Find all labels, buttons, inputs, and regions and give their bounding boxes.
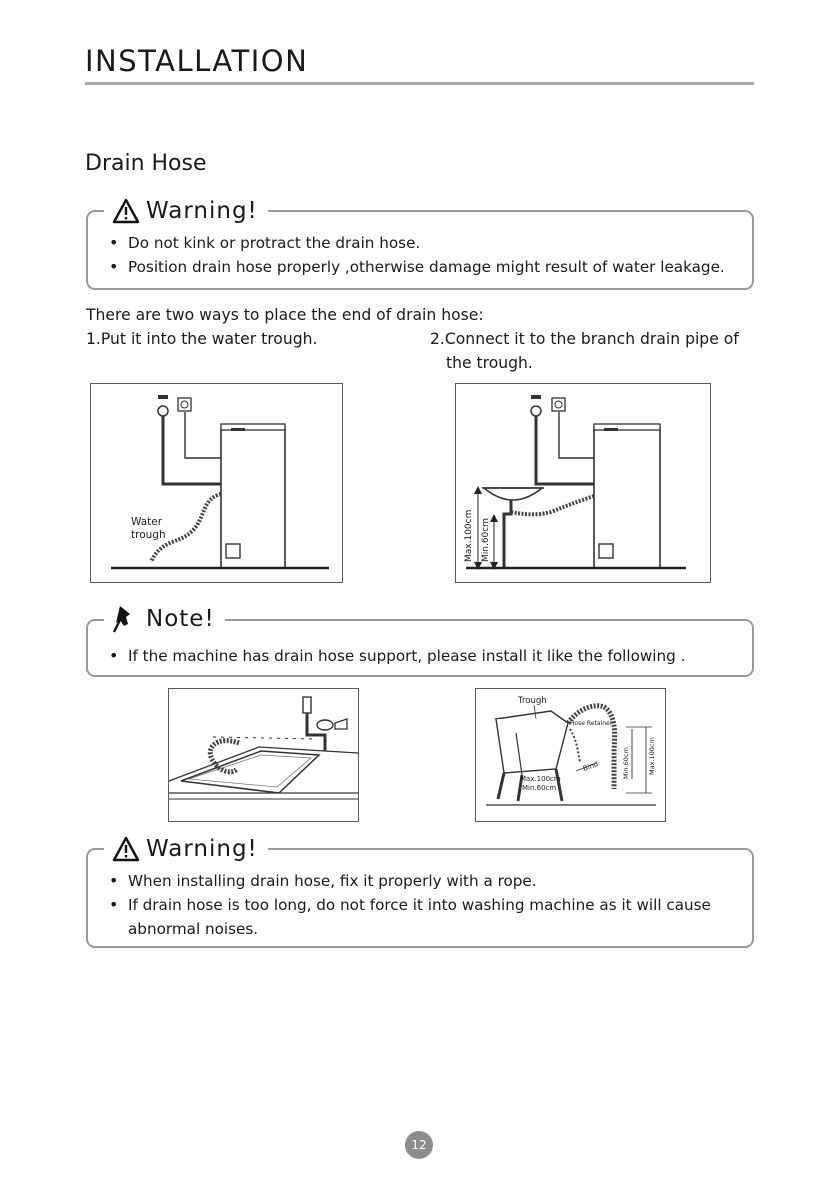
note-header xyxy=(104,603,225,635)
warning-triangle-icon xyxy=(112,836,140,862)
intro-text: There are two ways to place the end of drain hose: xyxy=(86,306,484,324)
figure-1-illustration xyxy=(91,384,342,582)
min-height-left-label: Min.60cm xyxy=(522,784,557,792)
option-1: 1.Put it into the water trough. xyxy=(86,330,318,348)
warning-header-2 xyxy=(104,833,268,865)
page-number: 12 xyxy=(405,1131,433,1159)
figure-4-illustration xyxy=(476,689,665,821)
option-2-line-1: 2.Connect it to the branch drain pipe of xyxy=(430,330,739,348)
figure-sink-hose xyxy=(168,688,359,822)
min-height-right-label: Min.60cm xyxy=(622,747,630,779)
warning-header-1 xyxy=(104,195,268,227)
title-divider xyxy=(85,82,754,85)
warning2-item-1: • When installing drain hose, fix it properly with a rope. xyxy=(106,869,711,893)
note-item-1: • If the machine has drain hose support, please install it like the following . xyxy=(106,644,685,668)
figure-branch-drain xyxy=(455,383,711,583)
figure-hose-retainer xyxy=(475,688,666,822)
section-heading: Drain Hose xyxy=(85,151,207,176)
figure-water-trough xyxy=(90,383,343,583)
max-height-right-label: Max.100cm xyxy=(648,737,656,775)
note-title: Note! xyxy=(146,606,215,632)
figure-3-illustration xyxy=(169,689,358,821)
water-trough-label-2: trough xyxy=(131,529,166,541)
max-height-label: Max.100cm xyxy=(464,509,474,562)
trough-label: Trough xyxy=(518,696,547,706)
hose-retainer-label: Hose Retainer xyxy=(570,720,613,727)
warning-title-2: Warning! xyxy=(146,836,258,862)
option-2-line-2: the trough. xyxy=(446,354,533,372)
bind-label: Bind xyxy=(581,760,600,773)
warning-triangle-icon xyxy=(112,198,140,224)
warning2-item-2-line-2: abnormal noises. xyxy=(128,920,259,938)
min-height-label: Min.60cm xyxy=(481,518,491,562)
water-trough-label-1: Water xyxy=(131,516,163,528)
warning-title-1: Warning! xyxy=(146,198,258,224)
pushpin-icon xyxy=(112,604,136,634)
warning2-item-2 xyxy=(106,893,711,941)
figure-2-illustration xyxy=(456,384,710,582)
page-title: INSTALLATION xyxy=(85,44,309,78)
max-height-left-label: Max.100cm xyxy=(520,775,561,783)
warning-item-2: • Position drain hose properly ,otherwise damage might result of water leakage. xyxy=(106,255,725,279)
warning2-item-2-line-1: If drain hose is too long, do not force it into washing machine as it will cause xyxy=(128,896,711,914)
warning-item-1: • Do not kink or protract the drain hose. xyxy=(106,231,725,255)
